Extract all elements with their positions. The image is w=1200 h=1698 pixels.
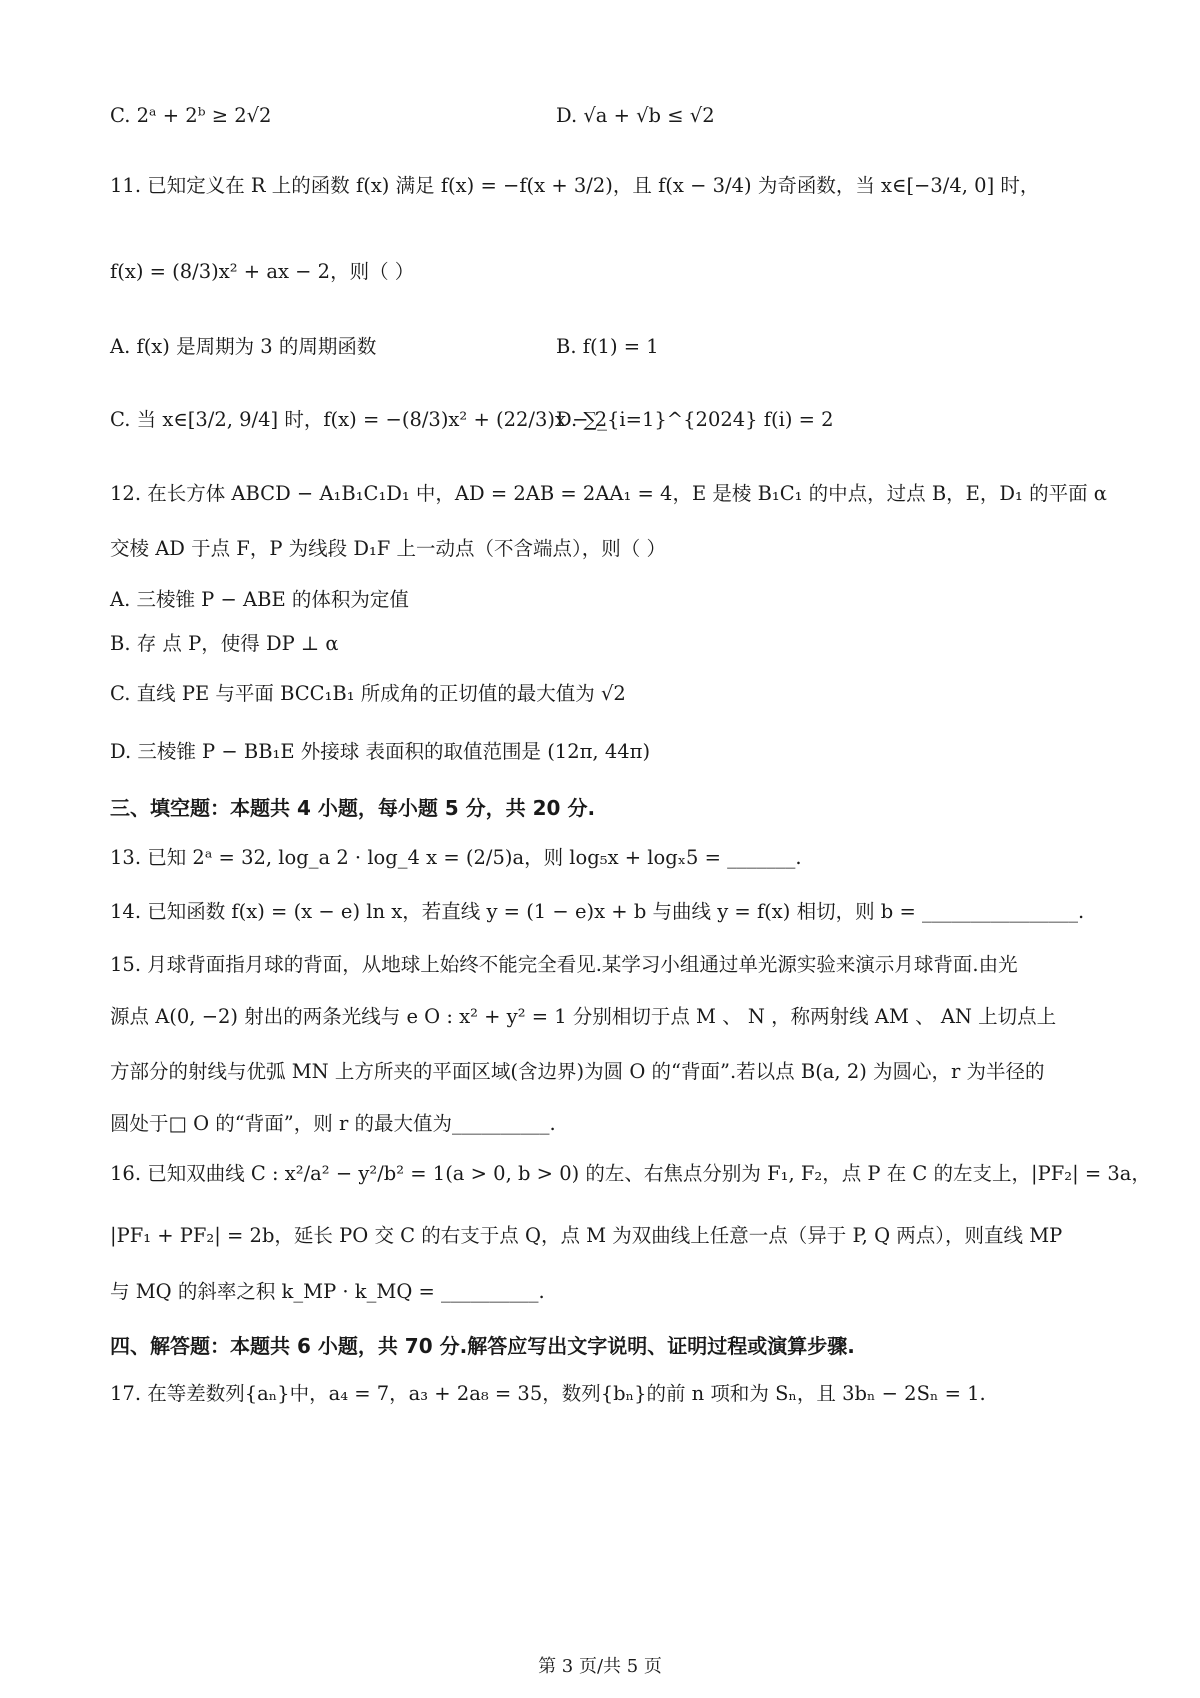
q16-line1: 16. 已知双曲线 C : x²/a² − y²/b² = 1(a > 0, b > 0) 的左、右焦点分别为 F₁, F₂，点 P 在 C 的左支上，|PF₂| = 3a， (110, 1162, 1151, 1185)
q14: 14. 已知函数 f(x) = (x − e) ln x，若直线 y = (1 − e)x + b 与曲线 y = f(x) 相切，则 b = ________________. (110, 900, 1085, 923)
q12-option-c: C. 直线 PE 与平面 BCC₁B₁ 所成角的正切值的最大值为 √2 (110, 682, 626, 705)
section-heading-solutions: 四、解答题：本题共 6 小题，共 70 分.解答应写出文字说明、证明过程或演算步骤. (110, 1334, 855, 1358)
q15-line4: 圆处于□ O 的“背面”，则 r 的最大值为__________. (110, 1112, 556, 1135)
q10-option-c: C. 2ᵃ + 2ᵇ ≥ 2√2 (110, 104, 272, 127)
section-heading-fill-in: 三、填空题：本题共 4 小题，每小题 5 分，共 20 分. (110, 796, 596, 820)
q12-option-d: D. 三棱锥 P − BB₁E 外接球 表面积的取值范围是 (12π, 44π) (110, 740, 651, 763)
q11-option-a: A. f(x) 是周期为 3 的周期函数 (110, 335, 377, 358)
q11-stem-line2: f(x) = (8/3)x² + ax − 2，则（ ） (110, 260, 415, 283)
q11-stem-line1: 11. 已知定义在 R 上的函数 f(x) 满足 f(x) = −f(x + 3/2)，且 f(x − 3/4) 为奇函数，当 x∈[−3/4, 0] 时， (110, 174, 1040, 197)
q12-stem-line1: 12. 在长方体 ABCD − A₁B₁C₁D₁ 中，AD = 2AB = 2AA₁ = 4，E 是棱 B₁C₁ 的中点，过点 B，E，D₁ 的平面 α (110, 482, 1107, 505)
q15-line2: 源点 A(0, −2) 射出的两条光线与 e O : x² + y² = 1 分别相切于点 M 、 N ，称两射线 AM 、 AN 上切点上 (110, 1005, 1057, 1028)
q15-line3: 方部分的射线与优弧 MN 上方所夹的平面区域(含边界)为圆 O 的“背面”.若以点 B(a, 2) 为圆心，r 为半径的 (110, 1060, 1045, 1083)
q12-stem-line2: 交棱 AD 于点 F，P 为线段 D₁F 上一动点（不含端点），则（ ） (110, 537, 666, 560)
q16-line3: 与 MQ 的斜率之积 k_MP · k_MQ = __________. (110, 1280, 545, 1303)
q15-line1: 15. 月球背面指月球的背面，从地球上始终不能完全看见.某学习小组通过单光源实验来演示月球背面.由光 (110, 953, 1018, 976)
q12-option-a: A. 三棱锥 P − ABE 的体积为定值 (110, 588, 409, 611)
q13: 13. 已知 2ᵃ = 32, log_a 2 · log_4 x = (2/5)a，则 log₅x + logₓ5 = _______. (110, 846, 802, 869)
q12-option-b: B. 存 点 P，使得 DP ⊥ α (110, 632, 339, 655)
page-number-footer: 第 3 页/共 5 页 (538, 1656, 662, 1677)
q10-option-d: D. √a + √b ≤ √2 (556, 104, 715, 127)
q17: 17. 在等差数列{aₙ}中，a₄ = 7，a₃ + 2a₈ = 35，数列{bₙ}的前 n 项和为 Sₙ，且 3bₙ − 2Sₙ = 1. (110, 1382, 986, 1405)
q11-option-c: C. 当 x∈[3/2, 9/4] 时，f(x) = −(8/3)x² + (22/3)x − 2 (110, 408, 608, 431)
q16-line2: |PF₁ + PF₂| = 2b，延长 PO 交 C 的右支于点 Q，点 M 为双曲线上任意一点（异于 P, Q 两点），则直线 MP (110, 1224, 1063, 1247)
q11-option-d: D. ∑_{i=1}^{2024} f(i) = 2 (556, 408, 834, 431)
q11-option-b: B. f(1) = 1 (556, 335, 659, 358)
